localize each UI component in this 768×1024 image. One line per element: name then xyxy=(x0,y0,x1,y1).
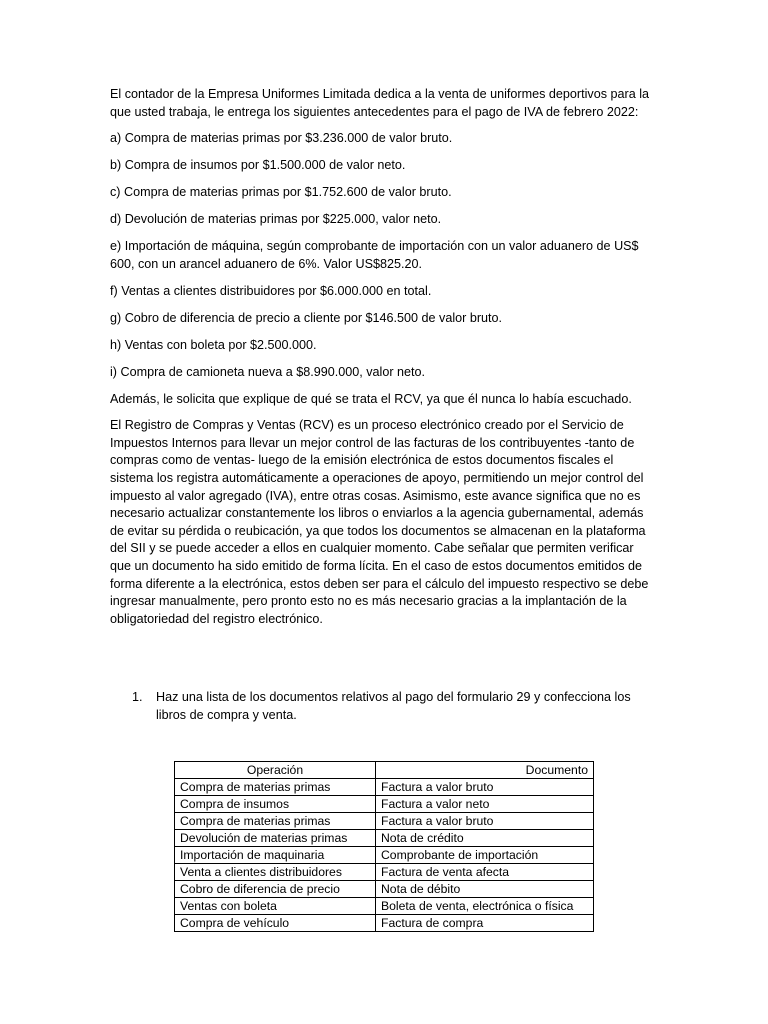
table-row xyxy=(175,830,594,847)
cell-document: Boleta de venta, electrónica o física xyxy=(376,898,594,915)
table-header-row xyxy=(175,762,594,779)
cell-document: Factura a valor neto xyxy=(376,796,594,813)
intro-paragraph: El contador de la Empresa Uniformes Limitada dedica a la venta de uniformes deportivos para la que usted trabaja, le entrega los siguientes antecedentes para el pago de IVA de febrero 2022: xyxy=(110,87,650,119)
list-item: e) Importación de máquina, según comprobante de importación con un valor aduanero de US$ 600, con un arancel aduanero de 6%. Valor US$825.20. xyxy=(110,239,639,271)
request-paragraph: Además, le solicita que explique de qué se trata el RCV, ya que él nunca lo había escuchado. xyxy=(110,391,632,406)
list-item: d) Devolución de materias primas por $225.000, valor neto. xyxy=(110,212,442,227)
table-row xyxy=(175,881,594,898)
table-row xyxy=(175,864,594,881)
cell-operation: Venta a clientes distribuidores xyxy=(175,864,376,881)
table-row xyxy=(175,898,594,915)
cell-operation: Compra de vehículo xyxy=(175,915,376,932)
question-number: 1. xyxy=(132,690,143,704)
list-item: f) Ventas a clientes distribuidores por $6.000.000 en total. xyxy=(110,283,432,298)
table-row xyxy=(175,915,594,932)
list-item: i) Compra de camioneta nueva a $8.990.000, valor neto. xyxy=(110,364,426,379)
list-item: c) Compra de materias primas por $1.752.600 de valor bruto. xyxy=(110,185,452,200)
cell-document: Factura de compra xyxy=(376,915,594,932)
cell-document: Comprobante de importación xyxy=(376,847,594,864)
table-row xyxy=(175,796,594,813)
cell-document: Factura a valor bruto xyxy=(376,779,594,796)
cell-operation: Devolución de materias primas xyxy=(175,830,376,847)
list-item: g) Cobro de diferencia de precio a cliente por $146.500 de valor bruto. xyxy=(110,310,503,325)
table-row xyxy=(175,779,594,796)
cell-operation: Compra de materias primas xyxy=(175,813,376,830)
cell-document: Nota de crédito xyxy=(376,830,594,847)
document-body xyxy=(110,86,658,637)
header-operacion: Operación xyxy=(175,762,376,779)
cell-operation: Cobro de diferencia de precio xyxy=(175,881,376,898)
rcv-paragraph: El Registro de Compras y Ventas (RCV) es un proceso electrónico creado por el Servicio de Impuestos Internos para llevar un mejor control de las facturas de los contribuyentes -tanto de compras como de ventas- luego de la emisión electrónica de estos documentos fiscales el sistema los registra automáticamente a operaciones de apoyo, permitiendo un mejor control del impuesto al valor agregado (IVA), entre otras cosas. Asimismo, este avance significa que no es necesario actualizar constantemente los libros o enviarlos a la agencia gubernamental, además de evitar su pérdida o reubicación, ya que todos los documentos se almacenan en la plataforma del SII y se puede acceder a ellos en cualquier momento. Cabe señalar que permiten verificar que un documento ha sido emitido de forma lícita. En el caso de estos documentos emitidos de forma diferente a la electrónica, estos deben ser para el cálculo del impuesto respectivo se debe ingresar manualmente, pero pronto esto no es más necesario gracias a la implantación de la obligatoriedad del registro electrónico. xyxy=(110,418,649,626)
cell-document: Nota de débito xyxy=(376,881,594,898)
cell-operation: Ventas con boleta xyxy=(175,898,376,915)
question-text: Haz una lista de los documentos relativos al pago del formulario 29 y confecciona los libros de compra y venta. xyxy=(156,690,631,722)
documents-table xyxy=(174,761,594,932)
table-row xyxy=(175,847,594,864)
cell-operation: Compra de insumos xyxy=(175,796,376,813)
cell-document: Factura a valor bruto xyxy=(376,813,594,830)
cell-operation: Importación de maquinaria xyxy=(175,847,376,864)
cell-operation: Compra de materias primas xyxy=(175,779,376,796)
table-row xyxy=(175,813,594,830)
cell-document: Factura de venta afecta xyxy=(376,864,594,881)
list-item: b) Compra de insumos por $1.500.000 de valor neto. xyxy=(110,158,406,173)
list-item: h) Ventas con boleta por $2.500.000. xyxy=(110,337,317,352)
header-documento: Documento xyxy=(376,762,594,779)
list-item: a) Compra de materias primas por $3.236.000 de valor bruto. xyxy=(110,131,453,146)
